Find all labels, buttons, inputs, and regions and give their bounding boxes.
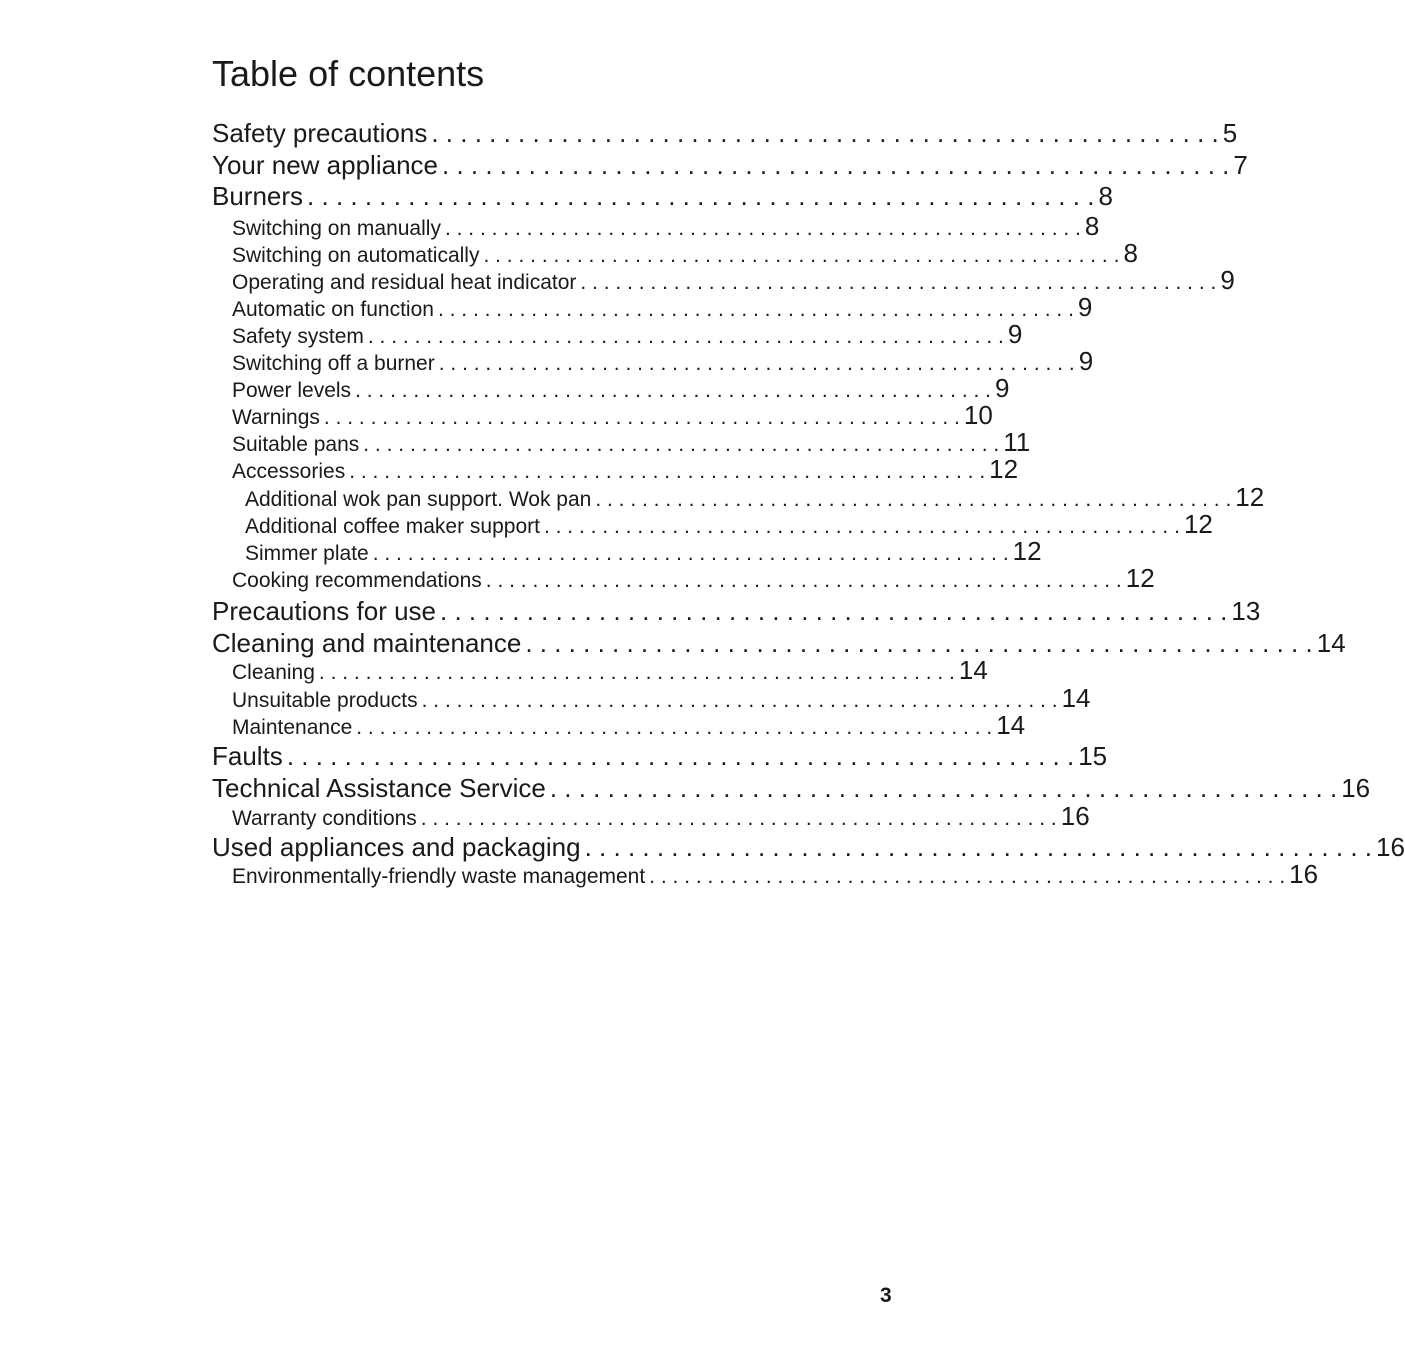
toc-entry-label: Switching on manually	[232, 217, 441, 240]
dot-leader: . . . . . . . . . . . . . . . . . . . . . . . . . . . . . . . . . . . . . . . . . . . . . . . . . . . . . . .	[438, 352, 1075, 375]
toc-entry-label: Switching off a burner	[232, 352, 435, 375]
toc-entry-page: 10	[963, 400, 993, 430]
toc-entry[interactable]	[212, 373, 1010, 403]
toc-entry[interactable]	[212, 265, 1235, 295]
toc-entry-label: Switching on automatically	[232, 244, 480, 267]
toc-entry[interactable]	[212, 211, 1100, 241]
toc-entry-label: Safety system	[232, 325, 364, 348]
toc-entry-label: Cooking recommendations	[232, 569, 482, 592]
toc-entry-page: 15	[1078, 741, 1108, 771]
toc-entry[interactable]	[212, 831, 1405, 863]
toc-entry[interactable]	[212, 427, 1031, 457]
dot-leader: . . . . . . . . . . . . . . . . . . . . . . . . . . . . . . . . . . . . . . . . . . . . . . . . . . . . . . .	[485, 569, 1122, 592]
toc-entry[interactable]	[212, 509, 1213, 539]
toc-entry[interactable]	[212, 710, 1026, 740]
toc-entry-label: Safety precautions	[212, 118, 428, 148]
toc-entry-label: Power levels	[232, 379, 352, 402]
toc-entry-label: Warnings	[232, 406, 320, 429]
dot-leader: . . . . . . . . . . . . . . . . . . . . . . . . . . . . . . . . . . . . . . . . . . . . . . . . . . . . . . .	[307, 181, 1095, 211]
toc-entry-page: 9	[1220, 265, 1235, 295]
toc-entry-label: Unsuitable products	[232, 689, 418, 712]
toc-entry[interactable]	[212, 740, 1108, 772]
dot-leader: . . . . . . . . . . . . . . . . . . . . . . . . . . . . . . . . . . . . . . . . . . . . . . . . . . . . . . .	[442, 150, 1230, 180]
toc-entry[interactable]	[212, 627, 1346, 659]
page-number: 3	[880, 1284, 892, 1307]
toc-entry-page: 11	[1003, 427, 1031, 457]
toc-entry[interactable]	[212, 319, 1023, 349]
toc-entry[interactable]	[212, 772, 1371, 804]
toc-entry-label: Your new appliance	[212, 150, 438, 180]
toc-entry-page: 14	[958, 655, 988, 685]
toc-entry-page: 14	[996, 710, 1026, 740]
dot-leader: . . . . . . . . . . . . . . . . . . . . . . . . . . . . . . . . . . . . . . . . . . . . . . . . . . . . . . .	[349, 460, 986, 483]
toc-entry-label: Additional coffee maker support	[245, 515, 540, 538]
toc-entry-page: 12	[989, 454, 1019, 484]
toc-entry[interactable]	[212, 482, 1265, 512]
toc-entry[interactable]	[212, 400, 993, 430]
toc-entry-label: Accessories	[232, 460, 346, 483]
dot-leader: . . . . . . . . . . . . . . . . . . . . . . . . . . . . . . . . . . . . . . . . . . . . . . . . . . . . . . .	[355, 379, 992, 402]
toc-entry[interactable]	[212, 563, 1155, 593]
toc-entry-label: Suitable pans	[232, 433, 360, 456]
toc-entry-label: Faults	[212, 741, 283, 771]
toc-entry-label: Warranty conditions	[232, 807, 417, 830]
toc-entry-page: 9	[1077, 292, 1093, 322]
toc-entry-label: Additional wok pan support. Wok pan	[245, 488, 592, 511]
toc-entry-page: 7	[1233, 150, 1248, 180]
dot-leader: . . . . . . . . . . . . . . . . . . . . . . . . . . . . . . . . . . . . . . . . . . . . . . . . . . . . . . .	[440, 596, 1228, 626]
dot-leader: . . . . . . . . . . . . . . . . . . . . . . . . . . . . . . . . . . . . . . . . . . . . . . . . . . . . . . .	[580, 271, 1217, 294]
toc-entry[interactable]	[212, 292, 1093, 322]
toc-entry[interactable]	[212, 536, 1042, 566]
toc-entry-page: 12	[1183, 509, 1213, 539]
toc-entry-label: Maintenance	[232, 716, 353, 739]
dot-leader: . . . . . . . . . . . . . . . . . . . . . . . . . . . . . . . . . . . . . . . . . . . . . . . . . . . . . . .	[431, 118, 1219, 148]
dot-leader: . . . . . . . . . . . . . . . . . . . . . . . . . . . . . . . . . . . . . . . . . . . . . . . . . . . . . . .	[444, 217, 1081, 240]
toc-entry[interactable]	[212, 238, 1138, 268]
page-title: Table of contents	[212, 53, 485, 94]
toc-entry-label: Used appliances and packaging	[212, 832, 581, 862]
toc-entry-page: 16	[1341, 773, 1371, 803]
toc-entry-page: 9	[1007, 319, 1023, 349]
table-of-contents	[212, 0, 1405, 1352]
dot-leader: . . . . . . . . . . . . . . . . . . . . . . . . . . . . . . . . . . . . . . . . . . . . . . . . . . . . . . .	[483, 244, 1120, 267]
toc-entry[interactable]	[212, 595, 1261, 627]
toc-entry-page: 14	[1061, 683, 1091, 713]
toc-entry[interactable]	[212, 454, 1019, 484]
toc-entry-page: 8	[1123, 238, 1138, 268]
dot-leader: . . . . . . . . . . . . . . . . . . . . . . . . . . . . . . . . . . . . . . . . . . . . . . . . . . . . . . .	[595, 488, 1232, 511]
toc-entry-page: 12	[1235, 482, 1265, 512]
dot-leader: . . . . . . . . . . . . . . . . . . . . . . . . . . . . . . . . . . . . . . . . . . . . . . . . . . . . . . .	[286, 741, 1075, 771]
toc-entry-label: Burners	[212, 181, 304, 211]
dot-leader: . . . . . . . . . . . . . . . . . . . . . . . . . . . . . . . . . . . . . . . . . . . . . . . . . . . . . . .	[323, 406, 960, 429]
toc-entry-page: 14	[1316, 628, 1346, 658]
toc-entry-page: 9	[995, 373, 1010, 403]
toc-entry[interactable]	[212, 346, 1094, 376]
toc-entry-page: 9	[1078, 346, 1094, 376]
dot-leader: . . . . . . . . . . . . . . . . . . . . . . . . . . . . . . . . . . . . . . . . . . . . . . . . . . . . . . .	[543, 515, 1180, 538]
toc-entry-label: Cleaning	[232, 661, 315, 684]
dot-leader: . . . . . . . . . . . . . . . . . . . . . . . . . . . . . . . . . . . . . . . . . . . . . . . . . . . . . . .	[549, 773, 1338, 803]
toc-entry-label: Automatic on function	[232, 298, 434, 321]
toc-entry-page: 5	[1222, 118, 1238, 148]
dot-leader: . . . . . . . . . . . . . . . . . . . . . . . . . . . . . . . . . . . . . . . . . . . . . . . . . . . . . . .	[367, 325, 1004, 348]
toc-entry-page: 16	[1289, 859, 1319, 889]
toc-entry[interactable]	[212, 859, 1319, 889]
toc-entry[interactable]	[212, 117, 1238, 149]
dot-leader: . . . . . . . . . . . . . . . . . . . . . . . . . . . . . . . . . . . . . . . . . . . . . . . . . . . . . . .	[525, 628, 1313, 658]
dot-leader: . . . . . . . . . . . . . . . . . . . . . . . . . . . . . . . . . . . . . . . . . . . . . . . . . . . . . . .	[363, 433, 1000, 456]
toc-entry-label: Technical Assistance Service	[212, 773, 546, 803]
dot-leader: . . . . . . . . . . . . . . . . . . . . . . . . . . . . . . . . . . . . . . . . . . . . . . . . . . . . . . .	[649, 865, 1286, 888]
dot-leader: . . . . . . . . . . . . . . . . . . . . . . . . . . . . . . . . . . . . . . . . . . . . . . . . . . . . . . .	[420, 807, 1057, 830]
toc-entry-page: 12	[1012, 536, 1042, 566]
toc-entry[interactable]	[212, 683, 1091, 713]
toc-entry-page: 16	[1376, 832, 1405, 862]
toc-entry-page: 8	[1084, 211, 1100, 241]
toc-entry[interactable]	[212, 180, 1113, 212]
dot-leader: . . . . . . . . . . . . . . . . . . . . . . . . . . . . . . . . . . . . . . . . . . . . . . . . . . . . . . .	[318, 661, 955, 684]
toc-entry[interactable]	[212, 149, 1248, 181]
dot-leader: . . . . . . . . . . . . . . . . . . . . . . . . . . . . . . . . . . . . . . . . . . . . . . . . . . . . . . .	[356, 716, 993, 739]
toc-entry-label: Simmer plate	[245, 542, 369, 565]
dot-leader: . . . . . . . . . . . . . . . . . . . . . . . . . . . . . . . . . . . . . . . . . . . . . . . . . . . . . . .	[421, 689, 1058, 712]
dot-leader: . . . . . . . . . . . . . . . . . . . . . . . . . . . . . . . . . . . . . . . . . . . . . . . . . . . . . . .	[437, 298, 1074, 321]
toc-entry-page: 8	[1098, 181, 1113, 211]
dot-leader: . . . . . . . . . . . . . . . . . . . . . . . . . . . . . . . . . . . . . . . . . . . . . . . . . . . . . . .	[584, 832, 1372, 862]
toc-entry[interactable]	[212, 655, 988, 685]
toc-entry-label: Precautions for use	[212, 596, 437, 626]
toc-entry-label: Environmentally-friendly waste management	[232, 865, 646, 888]
toc-entry-label: Operating and residual heat indicator	[232, 271, 577, 294]
toc-entry-page: 13	[1231, 596, 1261, 626]
toc-entry-label: Cleaning and maintenance	[212, 628, 522, 658]
dot-leader: . . . . . . . . . . . . . . . . . . . . . . . . . . . . . . . . . . . . . . . . . . . . . . . . . . . . . . .	[372, 542, 1009, 565]
toc-entry-page: 16	[1060, 801, 1090, 831]
toc-entry-page: 12	[1125, 563, 1155, 593]
toc-entry[interactable]	[212, 801, 1090, 831]
